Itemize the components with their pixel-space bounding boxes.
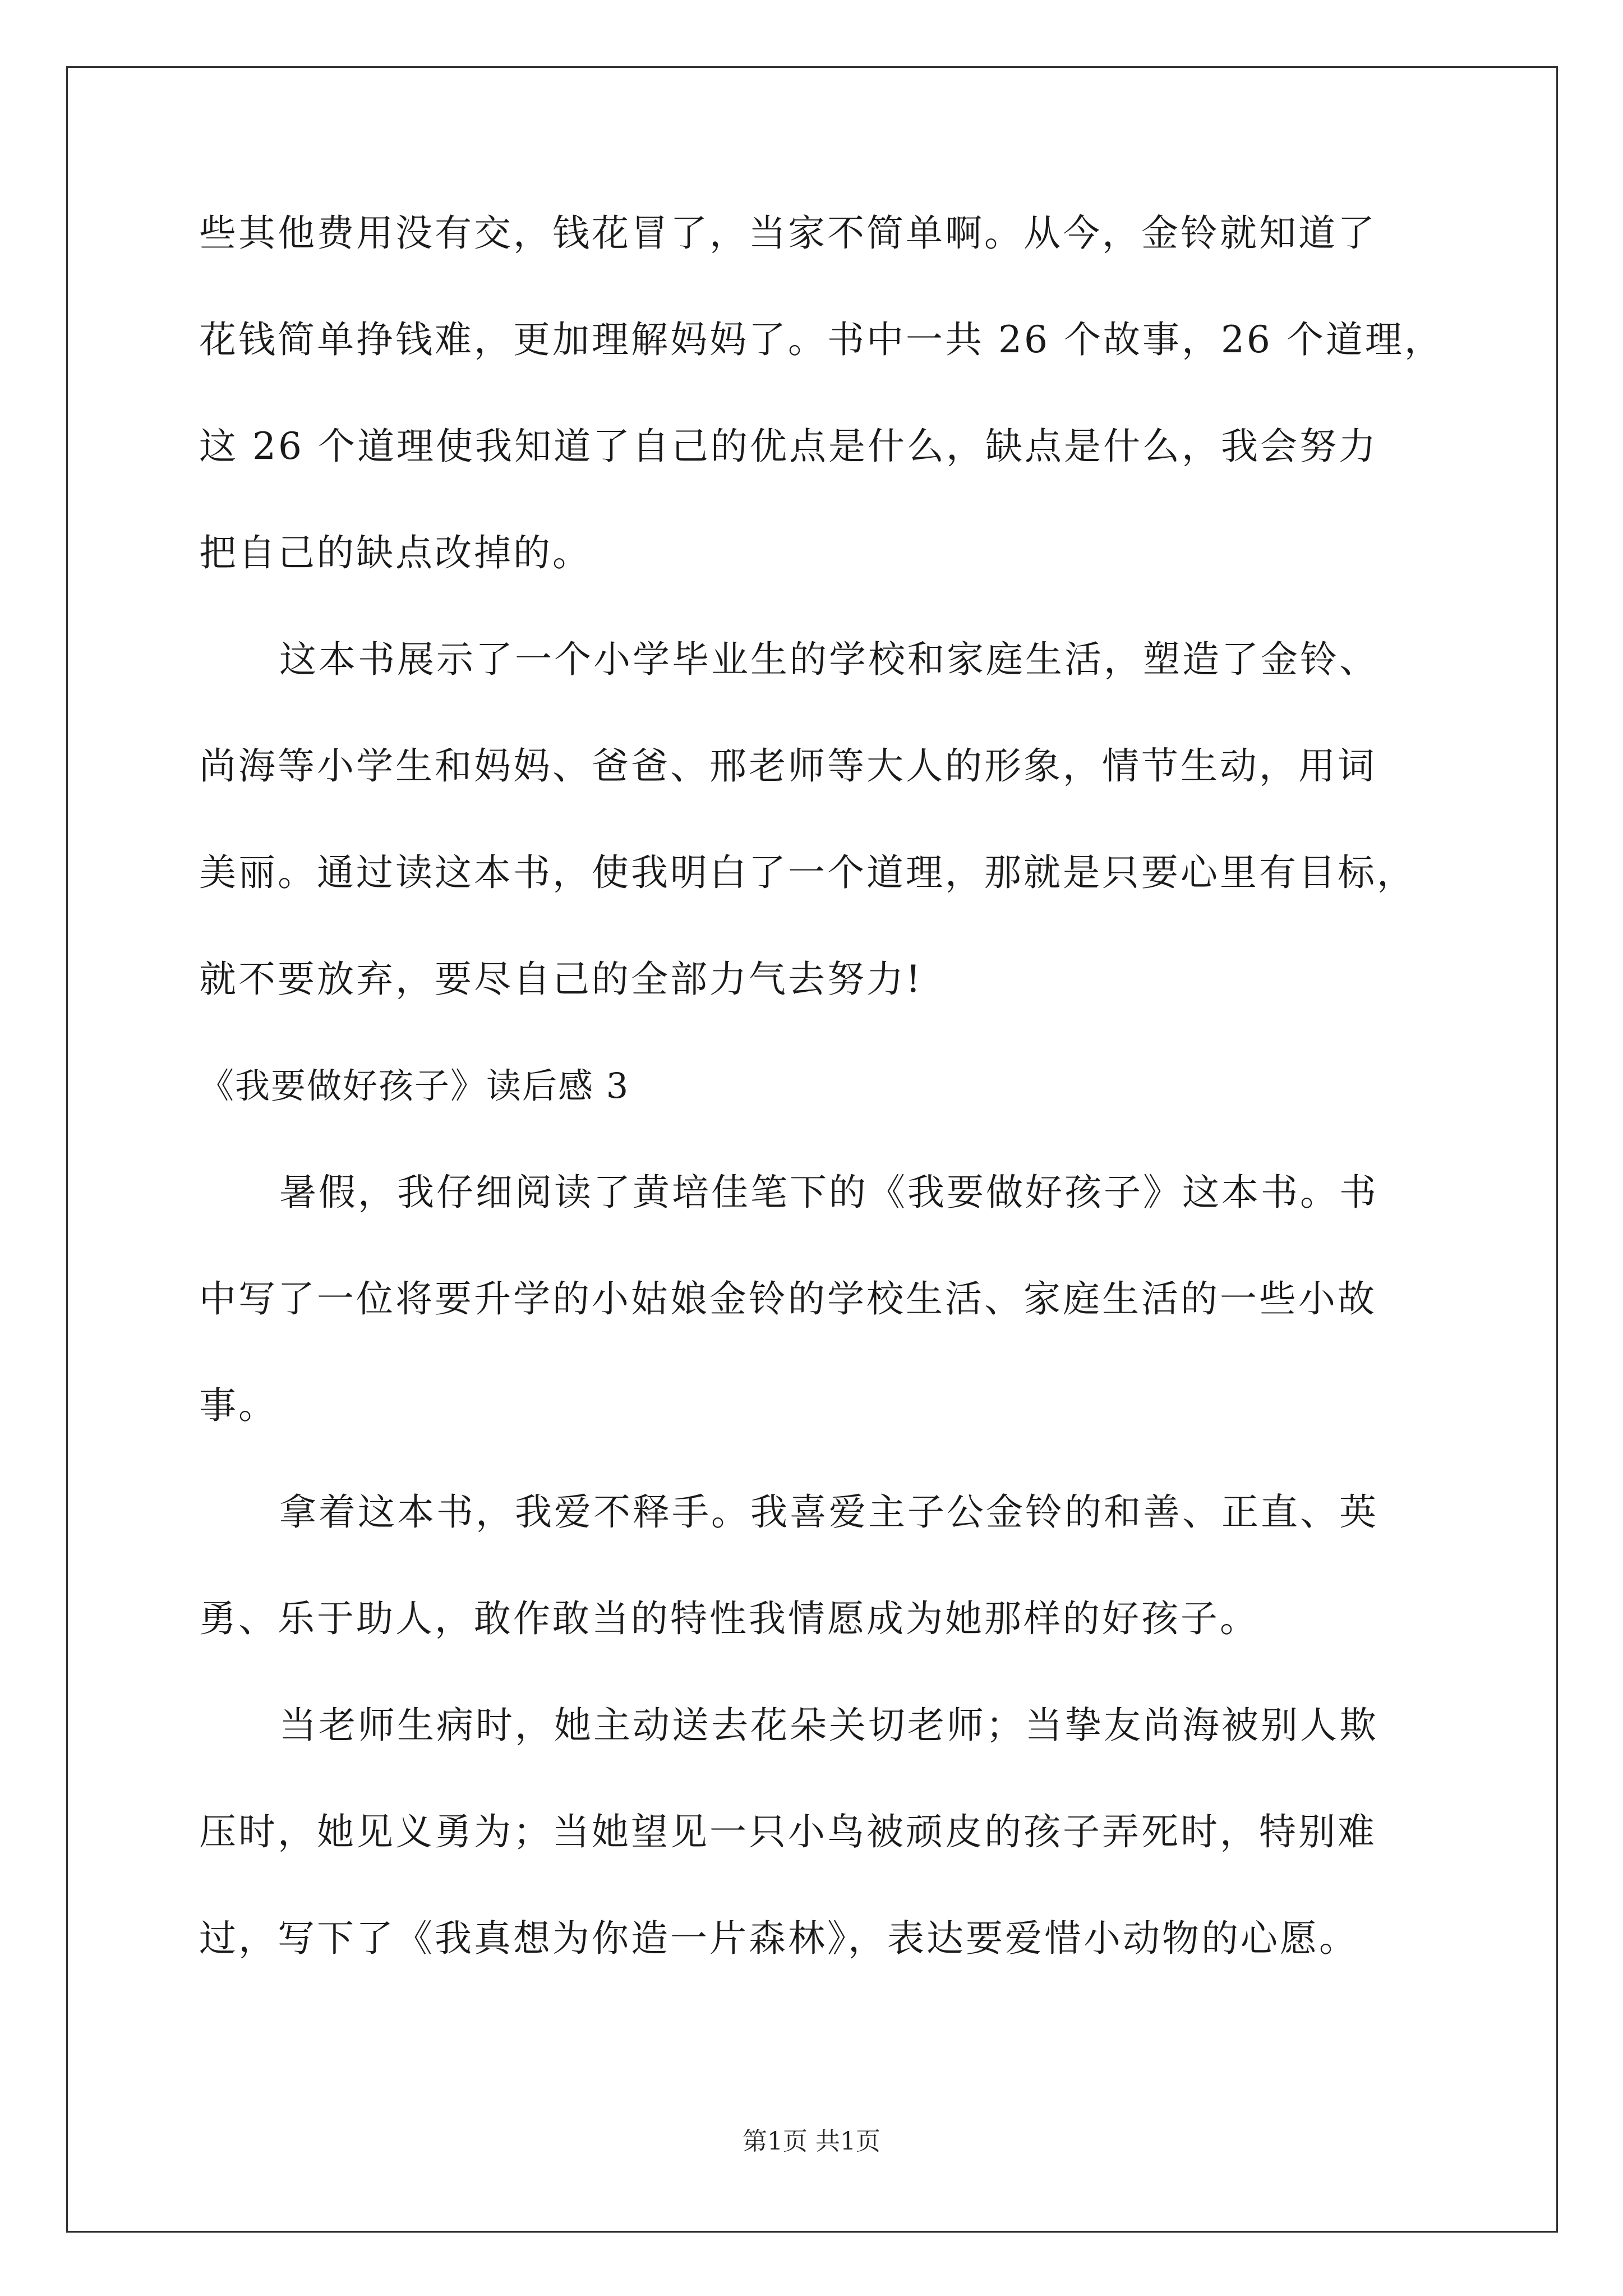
text-line: 尚海等小学生和妈妈、爸爸、邢老师等大人的形象，情节生动，用词 bbox=[199, 744, 1377, 788]
text-line: 压时，她见义勇为；当她望见一只小鸟被顽皮的孩子弄死时，特别难 bbox=[199, 1810, 1377, 1853]
text-line: 美丽。通过读这本书，使我明白了一个道理，那就是只要心里有目标， bbox=[199, 851, 1416, 894]
paragraph-start-line: 当老师生病时，她主动送去花朵关切老师；当挚友尚海被别人欺 bbox=[279, 1704, 1378, 1747]
text-line: 花钱简单挣钱难，更加理解妈妈了。书中一共 26 个故事，26 个道理， bbox=[199, 318, 1444, 361]
text-line: 勇、乐于助人，敢作敢当的特性我情愿成为她那样的好孩子。 bbox=[199, 1597, 1259, 1640]
document-body bbox=[199, 213, 1483, 2025]
page-number: 第1页 共1页 bbox=[743, 2127, 880, 2156]
page-footer bbox=[0, 2128, 1623, 2156]
text-line: 把自己的缺点改掉的。 bbox=[199, 531, 592, 574]
section-heading: 《我要做好孩子》读后感 3 bbox=[199, 1065, 630, 1106]
paragraph-start-line: 暑假，我仔细阅读了黄培佳笔下的《我要做好孩子》这本书。书 bbox=[279, 1171, 1378, 1214]
text-line: 过，写下了《我真想为你造一片森林》，表达要爱惜小动物的心愿。 bbox=[199, 1917, 1358, 1960]
paragraph-start-line: 这本书展示了一个小学毕业生的学校和家庭生活，塑造了金铃、 bbox=[279, 638, 1378, 681]
text-line: 事。 bbox=[199, 1384, 278, 1427]
text-line: 中写了一位将要升学的小姑娘金铃的学校生活、家庭生活的一些小故 bbox=[199, 1277, 1377, 1320]
text-line: 就不要放弃，要尽自己的全部力气去努力! bbox=[199, 958, 923, 1001]
paragraph-start-line: 拿着这本书，我爱不释手。我喜爱主子公金铃的和善、正直、英 bbox=[279, 1490, 1378, 1534]
text-line: 些其他费用没有交，钱花冒了，当家不简单啊。从今，金铃就知道了 bbox=[199, 211, 1377, 255]
text-line: 这 26 个道理使我知道了自己的优点是什么，缺点是什么，我会努力 bbox=[199, 425, 1378, 468]
